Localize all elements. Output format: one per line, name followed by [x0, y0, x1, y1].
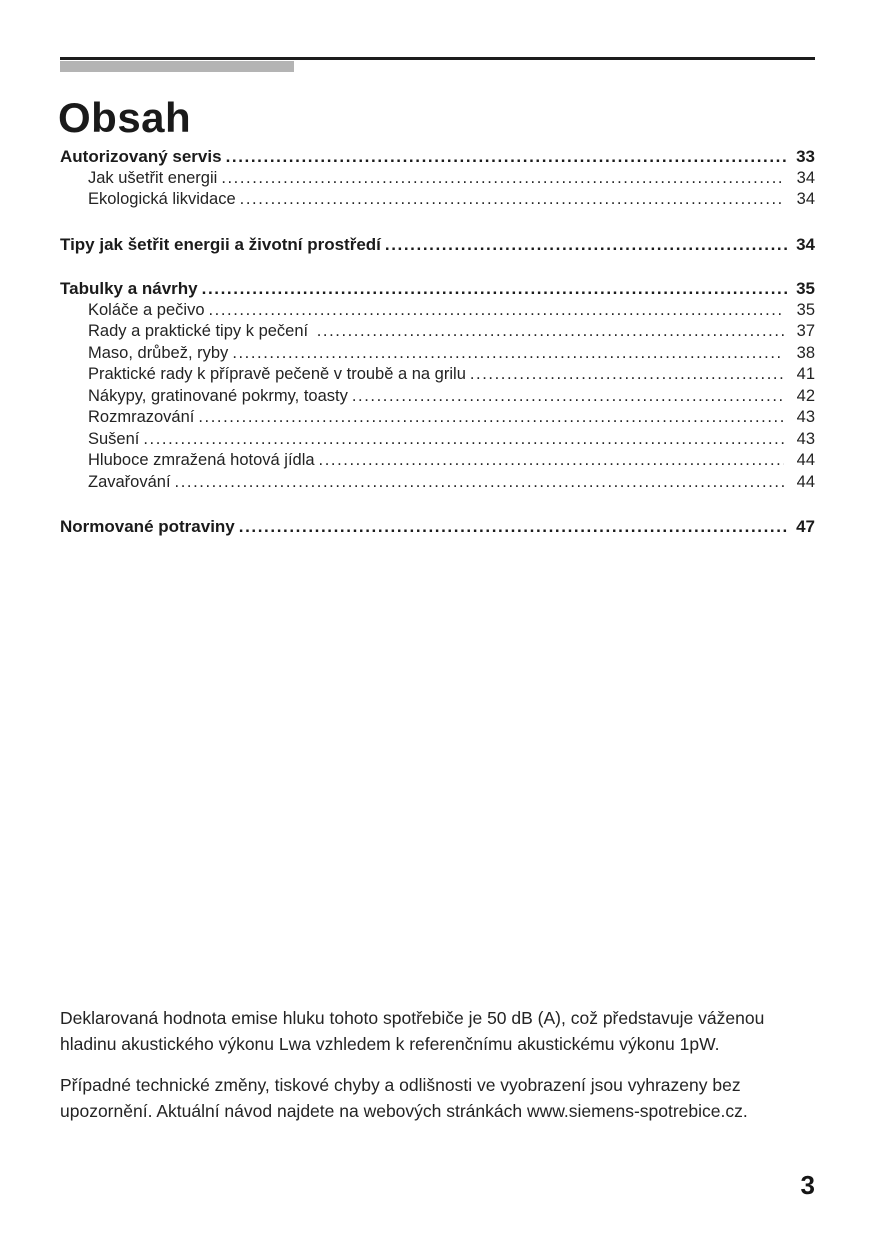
toc-entry-label: Jak ušetřit energii — [88, 168, 218, 187]
toc-entry — [60, 168, 815, 190]
toc-leader-dots — [240, 189, 784, 211]
toc-entry-label: Praktické rady k přípravě pečeně v troubě a na grilu — [88, 365, 466, 383]
toc-leader-dots — [239, 516, 787, 538]
toc-entry — [60, 234, 815, 256]
toc-entry-label: Rozmrazování — [88, 408, 195, 426]
toc-entry-label: Tipy jak šetřit energii a životní prostředí — [60, 234, 381, 254]
footer-notes — [60, 1005, 818, 1139]
toc-entry-page: 34 — [796, 190, 815, 208]
toc-leader-dots — [352, 386, 784, 408]
toc-leader-dots — [198, 407, 784, 429]
toc-entry — [60, 343, 815, 365]
toc-entry-page: 41 — [796, 365, 815, 383]
toc-entry-page: 38 — [796, 343, 815, 362]
page-title: Obsah — [58, 94, 192, 142]
toc-entry — [60, 146, 815, 168]
toc-entry — [60, 450, 815, 472]
toc-entry — [60, 516, 815, 538]
toc-entry-page: 43 — [796, 408, 815, 426]
toc-leader-dots — [143, 429, 784, 451]
toc-leader-dots — [385, 234, 787, 256]
toc-entry — [60, 364, 815, 386]
top-rule-divider — [60, 57, 815, 60]
toc-entry-page: 44 — [796, 451, 815, 469]
toc-entry-label: Autorizovaný servis — [60, 147, 222, 166]
footer-paragraph: Deklarovaná hodnota emise hluku tohoto spotřebiče je 50 dB (A), což představuje váženou hladinu akustického výkonu Lwa vzhledem k referenčnímu akustickému výkonu 1pW. — [60, 1008, 765, 1054]
toc-leader-dots — [202, 278, 787, 300]
toc-entry-label: Tabulky a návrhy — [60, 279, 198, 298]
toc-leader-dots — [226, 146, 787, 168]
toc-leader-dots — [470, 364, 784, 386]
toc-leader-dots — [232, 343, 784, 365]
toc-entry-label: Ekologická likvidace — [88, 190, 236, 208]
toc-entry — [60, 189, 815, 211]
toc-entry — [60, 472, 815, 494]
toc-entry — [60, 300, 815, 322]
toc-entry — [60, 429, 815, 451]
toc-entry — [60, 278, 815, 300]
toc-entry-label: Koláče a pečivo — [88, 300, 205, 319]
toc-entry-page: 44 — [796, 472, 815, 491]
toc-leader-dots — [221, 168, 784, 190]
toc-entry-label: Normované potraviny — [60, 517, 235, 536]
toc-entry-page: 47 — [796, 517, 815, 536]
toc-entry — [60, 386, 815, 408]
gray-accent-bar — [60, 61, 294, 72]
toc-entry-label: Maso, drůbež, ryby — [88, 343, 229, 362]
toc-entry — [60, 321, 815, 343]
toc-leader-dots — [209, 300, 785, 322]
footer-paragraph: Případné technické změny, tiskové chyby a odlišnosti ve vyobrazení jsou vyhrazeny bez upozornění. Aktuální návod najdete na webových stránkách www.siemens-spotrebice.cz. — [60, 1075, 748, 1121]
toc-entry-page: 35 — [796, 300, 815, 319]
toc-entry-page: 42 — [796, 386, 815, 405]
toc-entry — [60, 407, 815, 429]
toc-entry-label: Hluboce zmražená hotová jídla — [88, 451, 315, 469]
toc-entry-label: Rady a praktické tipy k pečení — [88, 322, 313, 340]
page-number: 3 — [800, 1170, 815, 1200]
toc-entry-page: 34 — [796, 234, 815, 254]
toc-entry-label: Zavařování — [88, 472, 171, 491]
toc-leader-dots — [175, 472, 784, 494]
toc-entry-page: 33 — [796, 147, 815, 166]
toc-entry-page: 34 — [796, 168, 815, 187]
toc-entry-page: 37 — [796, 322, 815, 340]
table-of-contents — [60, 146, 815, 538]
toc-entry-page: 35 — [796, 279, 815, 298]
toc-entry-label: Sušení — [88, 429, 140, 448]
toc-leader-dots — [319, 450, 784, 472]
toc-entry-page: 43 — [796, 429, 815, 448]
toc-leader-dots — [317, 321, 784, 343]
toc-entry-label: Nákypy, gratinované pokrmy, toasty — [88, 386, 348, 405]
